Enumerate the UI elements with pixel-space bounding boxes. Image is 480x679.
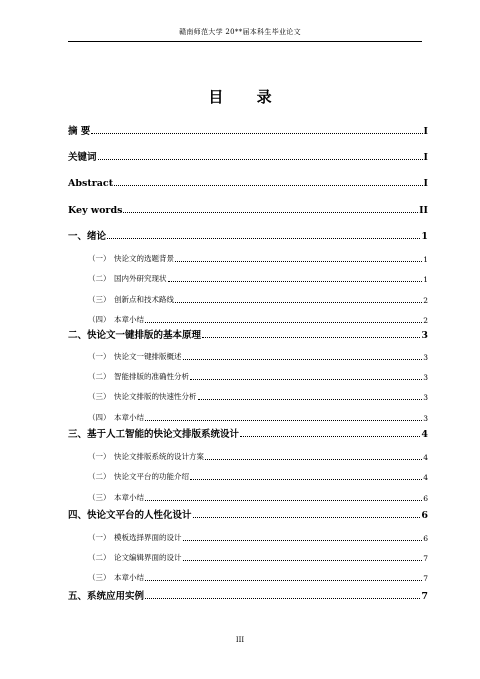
toc-entry-text: Abstract [68, 178, 114, 189]
toc-entry-label [68, 588, 144, 602]
toc-page-number: 1 [423, 255, 428, 264]
toc-page-number: 2 [423, 296, 428, 305]
toc-entry[interactable] [68, 123, 428, 137]
toc-entry-text: 本章小结 [114, 493, 144, 502]
toc-entry-label [88, 314, 144, 325]
toc-subentry[interactable] [68, 270, 428, 284]
page-number: III [235, 636, 245, 644]
dot-leader [123, 211, 418, 213]
toc-entry-text: 三、基于人工智能的快论文排版系统设计 [68, 429, 240, 440]
toc-entry-text: 本章小结 [114, 573, 144, 582]
dot-leader [175, 301, 422, 303]
dot-leader [205, 458, 422, 460]
dot-leader [198, 398, 423, 400]
toc-entry-text: 快论文平台的功能介绍 [114, 472, 189, 481]
toc-subentry[interactable] [68, 348, 428, 362]
dot-leader [183, 539, 423, 541]
dot-leader [193, 516, 421, 518]
toc-entry-text: Key words [68, 205, 123, 216]
toc-entry-label [88, 371, 189, 382]
toc-entry-number: （三） [88, 392, 111, 401]
toc-subentry[interactable] [68, 529, 428, 543]
toc-entry-label [88, 572, 144, 583]
toc-page-number: 3 [423, 414, 428, 423]
dot-leader [190, 378, 422, 380]
dot-leader [183, 358, 423, 360]
toc-page-number: 1 [423, 275, 428, 284]
toc-entry[interactable] [68, 327, 428, 341]
header-rule [68, 41, 422, 42]
dot-leader [190, 478, 422, 480]
toc-page-number: I [423, 126, 428, 137]
toc-page-number: 3 [421, 330, 428, 341]
toc-entry[interactable] [68, 588, 428, 602]
toc-page-number: 3 [423, 373, 428, 382]
toc-entry-label [88, 451, 204, 462]
toc-entry-number: （四） [88, 315, 111, 324]
toc-entry-label [88, 412, 144, 423]
toc-entry[interactable] [68, 202, 428, 216]
toc-entry-text: 国内外研究现状 [114, 274, 167, 283]
toc-entry-number: （一） [88, 533, 111, 542]
toc-page-number: 4 [423, 453, 428, 462]
toc-subentry[interactable] [68, 311, 428, 325]
toc-entry-label [88, 391, 197, 402]
toc-page-number: 1 [421, 231, 428, 242]
toc-entry-label [88, 532, 182, 543]
toc-page-number: 2 [423, 316, 428, 325]
toc-entry-label [68, 507, 192, 521]
toc-page-number: 4 [423, 473, 428, 482]
toc-subentry[interactable] [68, 448, 428, 462]
dot-leader [145, 321, 422, 323]
toc-entry-label [88, 253, 174, 264]
toc-entry[interactable] [68, 507, 428, 521]
toc-entry[interactable] [68, 175, 428, 189]
toc-page-number: I [423, 178, 428, 189]
toc-subentry[interactable] [68, 569, 428, 583]
toc-entry-text: 快论文排版的快速性分析 [114, 392, 197, 401]
toc-entry-number: （一） [88, 352, 111, 361]
toc-entry-text: 摘 要 [68, 126, 91, 137]
toc-entry[interactable] [68, 228, 428, 242]
toc-entry-number: （二） [88, 372, 111, 381]
toc-entry-text: 本章小结 [114, 315, 144, 324]
toc-page-number: 4 [421, 429, 428, 440]
toc-page-number: I [423, 152, 428, 163]
toc-page-number: 6 [423, 534, 428, 543]
toc-entry-number: （二） [88, 553, 111, 562]
toc-entry-label [68, 426, 239, 440]
toc-entry-text: 论文编辑界面的设计 [114, 553, 182, 562]
toc-entry-number: （四） [88, 413, 111, 422]
toc-entry-label [68, 205, 122, 216]
dot-leader [175, 260, 422, 262]
toc-entry-label [68, 149, 97, 163]
dot-leader [183, 559, 423, 561]
toc-entry-text: 智能排版的准确性分析 [114, 372, 189, 381]
toc-entry-label [88, 294, 174, 305]
toc-subentry[interactable] [68, 368, 428, 382]
toc-entry-text: 关键词 [68, 152, 97, 163]
toc-subentry[interactable] [68, 489, 428, 503]
toc-entry-label [88, 351, 182, 362]
toc-entry-number: （三） [88, 295, 111, 304]
toc-subentry[interactable] [68, 409, 428, 423]
toc-page-number: 3 [423, 353, 428, 362]
dot-leader [107, 237, 420, 239]
toc-entry-number: （二） [88, 472, 111, 481]
toc-entry-text: 本章小结 [114, 413, 144, 422]
dot-leader [145, 579, 422, 581]
toc-entry-label [68, 123, 90, 137]
toc-entry-text: 模板选择界面的设计 [114, 533, 182, 542]
toc-page-number: 7 [423, 574, 428, 583]
toc-entry-text: 二、快论文一键排版的基本原理 [68, 330, 202, 341]
toc-entry-label [88, 492, 144, 503]
toc-entry-text: 快论文一键排版概述 [114, 352, 182, 361]
toc-entry-number: （二） [88, 274, 111, 283]
dot-leader [114, 184, 422, 186]
toc-subentry[interactable] [68, 388, 428, 402]
toc-page-number: 7 [421, 591, 428, 602]
toc-subentry[interactable] [68, 291, 428, 305]
toc-page-number: 3 [423, 393, 428, 402]
toc-entry-label [68, 178, 113, 189]
toc-entry-text: 快论文的选题背景 [114, 254, 174, 263]
toc-page-number: 6 [423, 494, 428, 503]
toc-subentry[interactable] [68, 468, 428, 482]
toc-entry-number: （一） [88, 452, 111, 461]
dot-leader [145, 419, 422, 421]
toc-entry-text: 快论文排版系统的设计方案 [114, 452, 204, 461]
toc-entry-number: （三） [88, 573, 111, 582]
toc-entry-label [68, 327, 201, 341]
toc-entry-label [88, 273, 167, 284]
toc-subentry[interactable] [68, 250, 428, 264]
toc-entry[interactable] [68, 426, 428, 440]
toc-subentry[interactable] [68, 549, 428, 563]
dot-leader [91, 132, 422, 134]
toc-entry-label [88, 552, 182, 563]
running-header: 赣南师范大学 20**届本科生毕业论文 [179, 28, 301, 36]
dot-leader [145, 597, 420, 599]
toc-entry-label [88, 471, 189, 482]
toc-page-number: 6 [421, 510, 428, 521]
toc-entry-text: 一、绪论 [68, 231, 107, 242]
dot-leader [240, 435, 420, 437]
toc-page-number: II [419, 205, 428, 216]
dot-leader [98, 158, 423, 160]
toc-entry[interactable] [68, 149, 428, 163]
toc-entry-label [68, 228, 106, 242]
dot-leader [145, 499, 422, 501]
toc-title: 目 录 [208, 88, 286, 106]
toc-entry-text: 创新点和技术路线 [114, 295, 174, 304]
dot-leader [168, 280, 423, 282]
dot-leader [202, 336, 420, 338]
toc-entry-text: 四、快论文平台的人性化设计 [68, 510, 192, 521]
toc-page-number: 7 [423, 554, 428, 563]
toc-entry-number: （一） [88, 254, 111, 263]
toc-entry-text: 五、系统应用实例 [68, 591, 145, 602]
toc-entry-number: （三） [88, 493, 111, 502]
